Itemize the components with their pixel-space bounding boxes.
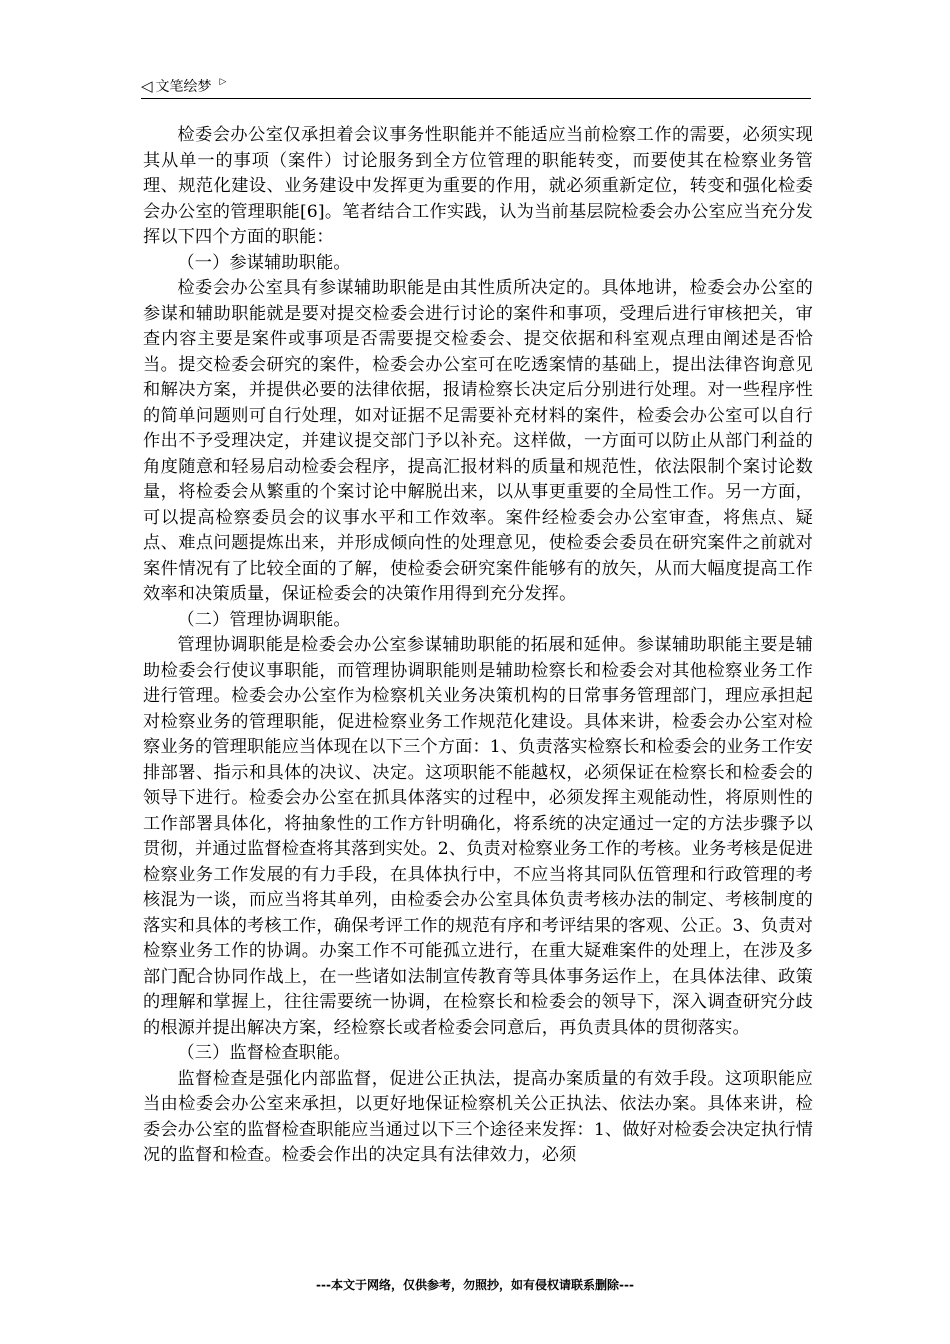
document-body (143, 123, 813, 1169)
section-heading: （一）参谋辅助职能。 (177, 252, 351, 273)
page-footer: ---本文于网络，仅供参考，勿照抄，如有侵权请联系删除--- (316, 1278, 634, 1292)
paragraph: 监督检查是强化内部监督，促进公正执法，提高办案质量的有效手段。这项职能应当由检委会办公室来承担，以更好地保证检察机关公正执法、依法办案。具体来讲，检委会办公室的监督检查职能应当通过以下三个途径来发挥：1、做好对检委会决定执行情况的监督和检查。检委会作出的决定具有法律效力，必须 (143, 1068, 813, 1165)
page-header (141, 74, 811, 99)
triangle-right-icon: ▷ (219, 76, 227, 87)
triangle-left-icon: ◁ (141, 76, 153, 95)
paragraph: 检委会办公室具有参谋辅助职能是由其性质所决定的。具体地讲，检委会办公室的参谋和辅助职能就是要对提交检委会进行讨论的案件和事项，受理后进行审核把关，审查内容主要是案件或事项是否需要提交检委会、提交依据和科室观点理由阐述是否恰当。提交检委会研究的案件，检委会办公室可在吃透案情的基础上，提出法律咨询意见和解决方案，并提供必要的法律依据，报请检察长决定后分别进行处理。对一些程序性的简单问题则可自行处理，如对证据不足需要补充材料的案件，检委会办公室可以自行作出不予受理决定，并建议提交部门予以补充。这样做，一方面可以防止从部门利益的角度随意和轻易启动检委会程序，提高汇报材料的质量和规范性，依法限制个案讨论数量，将检委会从繁重的个案讨论中解脱出来，以从事更重要的全局性工作。另一方面，可以提高检察委员会的议事水平和工作效率。案件经检委会办公室审查，将焦点、疑点、难点问题提炼出来，并形成倾向性的处理意见，使检委会委员在研究案件之前就对案件情况有了比较全面的了解，使检委会研究案件能够有的放矢，从而大幅度提高工作效率和决策质量，保证检委会的决策作用得到充分发挥。 (143, 278, 813, 604)
section-heading: （二）管理协调职能。 (177, 609, 351, 630)
paragraph: 管理协调职能是检委会办公室参谋辅助职能的拓展和延伸。参谋辅助职能主要是辅助检委会行使议事职能，而管理协调职能则是辅助检察长和检委会对其他检察业务工作进行管理。检委会办公室作为检察机关业务决策机构的日常事务管理部门，理应承担起对检察业务的管理职能，促进检察业务工作规范化建设。具体来讲，检委会办公室对检察业务的管理职能应当体现在以下三个方面：1、负责落实检察长和检委会的业务工作安排部署、指示和具体的决议、决定。这项职能不能越权，必须保证在检察长和检委会的领导下进行。检委会办公室在抓具体落实的过程中，必须发挥主观能动性，将原则性的工作部署具体化，将抽象性的工作方针明确化，将系统的决定通过一定的方法步骤予以贯彻，并通过监督检查将其落到实处。2、负责对检察业务工作的考核。业务考核是促进检察业务工作发展的有力手段，在具体执行中，不应当将其同队伍管理和行政管理的考核混为一谈，而应当将其单列，由检委会办公室具体负责考核办法的制定、考核制度的落实和具体的考核工作，确保考评工作的规范有序和考评结果的客观、公正。3、负责对检察业务工作的协调。办案工作不可能孤立进行，在重大疑难案件的处理上，在涉及多部门配合协同作战上，在一些诸如法制宣传教育等具体事务运作上，在具体法律、政策的理解和掌握上，往往需要统一协调，在检察长和检委会的领导下，深入调查研究分歧的根源并提出解决方案，经检察长或者检委会同意后，再负责具体的贯彻落实。 (143, 635, 813, 1038)
paragraph: 检委会办公室仅承担着会议事务性职能并不能适应当前检察工作的需要，必须实现其从单一的事项（案件）讨论服务到全方位管理的职能转变，而要使其在检察业务管理、规范化建设、业务建设中发挥更为重要的作用，就必须重新定位，转变和强化检委会办公室的管理职能[6]。笔者结合工作实践，认为当前基层院检委会办公室应当充分发挥以下四个方面的职能： (143, 125, 813, 247)
header-title: 文笔绘梦 (155, 79, 212, 95)
section-heading: （三）监督检查职能。 (177, 1043, 351, 1063)
